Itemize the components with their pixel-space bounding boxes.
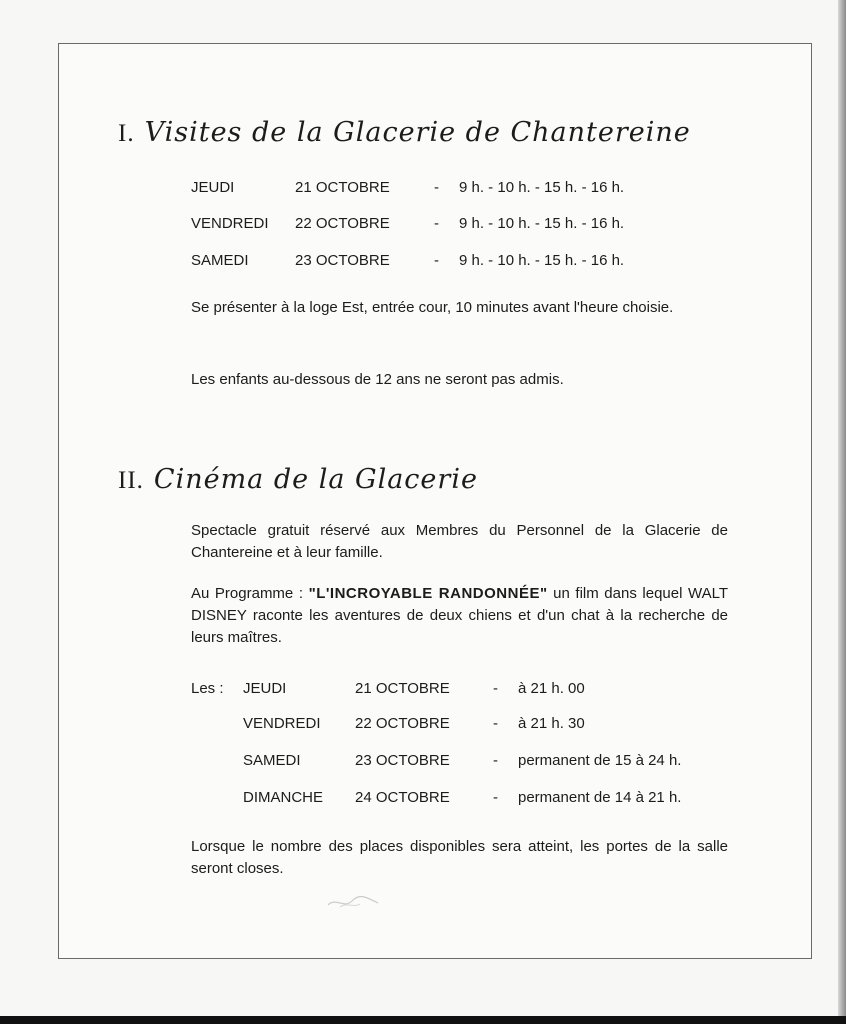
screening-day: DIMANCHE: [243, 789, 324, 806]
visit-times: 9 h. - 10 h. - 15 h. - 16 h.: [459, 252, 625, 269]
section-2-heading: [118, 464, 478, 495]
screening-info: à 21 h. 30: [518, 715, 585, 732]
page-edge-right: [838, 0, 846, 1024]
visit-times: 9 h. - 10 h. - 15 h. - 16 h.: [459, 179, 625, 196]
ink-smudge: [326, 893, 381, 911]
les-label: Les :: [191, 680, 224, 697]
cinema-intro: Spectacle gratuit réservé aux Membres du Personnel de la Glacerie de Chantereine et à leur famille.: [191, 522, 728, 561]
screening-date: 24 OCTOBRE: [355, 789, 450, 806]
programme-description: un film dans lequel WALT DISNEY raconte les aventures de deux chiens et d'un chat à la recherche de leurs maîtres.: [191, 585, 728, 646]
programme-prefix: Au Programme :: [191, 585, 309, 602]
screening-info: permanent de 14 à 21 h.: [518, 789, 682, 806]
visit-instructions: Se présenter à la loge Est, entrée cour, 10 minutes avant l'heure choisie.: [191, 299, 674, 316]
screening-separator: -: [493, 715, 498, 732]
page-edge-bottom: [0, 1016, 846, 1024]
section-2-title: Cinéma de la Glacerie: [153, 464, 478, 495]
visit-separator: -: [434, 179, 439, 196]
screening-info: permanent de 15 à 24 h.: [518, 752, 682, 769]
visit-day: JEUDI: [191, 179, 235, 196]
film-title: "L'INCROYABLE RANDONNÉE": [308, 585, 548, 602]
screening-day: VENDREDI: [243, 715, 321, 732]
screening-date: 23 OCTOBRE: [355, 752, 450, 769]
section-1-numeral: I.: [118, 120, 135, 147]
screening-day: SAMEDI: [243, 752, 301, 769]
screening-date: 21 OCTOBRE: [355, 680, 450, 697]
visit-separator: -: [434, 215, 439, 232]
visit-date: 23 OCTOBRE: [295, 252, 390, 269]
screening-separator: -: [493, 752, 498, 769]
closing-note: Lorsque le nombre des places disponibles sera atteint, les portes de la salle seront closes.: [191, 838, 728, 877]
visit-day: SAMEDI: [191, 252, 249, 269]
visit-separator: -: [434, 252, 439, 269]
section-1-title: Visites de la Glacerie de Chantereine: [144, 117, 691, 148]
screening-day: JEUDI: [243, 680, 287, 697]
screening-separator: -: [493, 789, 498, 806]
visit-date: 22 OCTOBRE: [295, 215, 390, 232]
visit-date: 21 OCTOBRE: [295, 179, 390, 196]
screening-date: 22 OCTOBRE: [355, 715, 450, 732]
programme-paragraph: [191, 583, 728, 649]
visit-times: 9 h. - 10 h. - 15 h. - 16 h.: [459, 215, 625, 232]
section-2-numeral: II.: [118, 467, 144, 494]
visit-day: VENDREDI: [191, 215, 269, 232]
age-restriction: Les enfants au-dessous de 12 ans ne seront pas admis.: [191, 371, 564, 388]
screening-separator: -: [493, 680, 498, 697]
section-1-heading: [118, 117, 691, 148]
screening-info: à 21 h. 00: [518, 680, 585, 697]
